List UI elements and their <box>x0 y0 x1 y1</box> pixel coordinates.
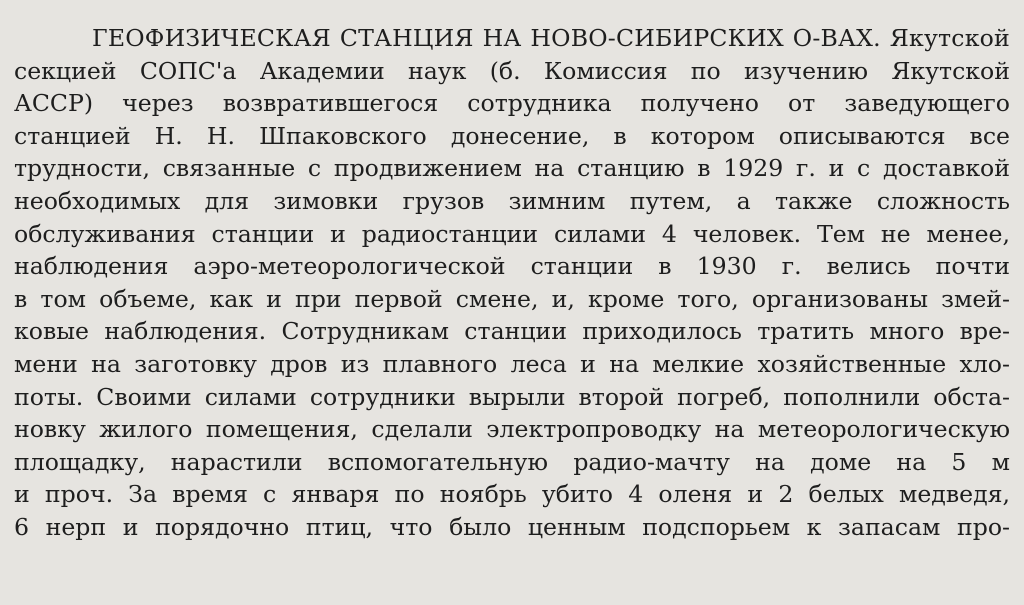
text-line-13: новку жилого помещения, сделали электропроводку на метеорологическую <box>14 415 1010 444</box>
text-line-9: в том объеме, как и при первой смене, и, кроме того, организованы змей- <box>14 284 1010 313</box>
text-line-4: станцией Н. Н. Шпаковского донесение, в котором описываются все <box>14 121 1010 150</box>
text-line-5: трудности, связанные с продвижением на станцию в 1929 г. и с доставкой <box>14 154 1010 183</box>
text-line-15: и проч. За время с января по ноябрь убито 4 оленя и 2 белых медведя, <box>14 480 1010 509</box>
text-line-3: АССР) через возвратившегося сотрудника получено от заведующего <box>14 89 1010 118</box>
text-line-12: поты. Своими силами сотрудники вырыли второй погреб, пополнили обста- <box>14 382 1010 411</box>
text-line-14: площадку, нарастили вспомогательную радио-мачту на доме на 5 м <box>14 447 1010 476</box>
text-line-7: обслуживания станции и радиостанции силами 4 человек. Тем не менее, <box>14 219 1010 248</box>
text-line-10: ковые наблюдения. Сотрудникам станции приходилось тратить много вре- <box>14 317 1010 346</box>
text-line-2: секцией СОПС'а Академии наук (б. Комиссия по изучению Якутской <box>14 56 1010 85</box>
text-line-1: ГЕОФИЗИЧЕСКАЯ СТАНЦИЯ НА НОВО-СИБИРСКИХ О-ВАХ. Якутской <box>92 24 1010 52</box>
text-line-16: 6 нерп и порядочно птиц, что было ценным подспорьем к запасам про- <box>14 512 1010 541</box>
text-line-8: наблюдения аэро-метеорологической станции в 1930 г. велись почти <box>14 252 1010 281</box>
text-line-6: необходимых для зимовки грузов зимним путем, а также сложность <box>14 186 1010 215</box>
text-line-11: мени на заготовку дров из плавного леса и на мелкие хозяйственные хло- <box>14 349 1010 378</box>
